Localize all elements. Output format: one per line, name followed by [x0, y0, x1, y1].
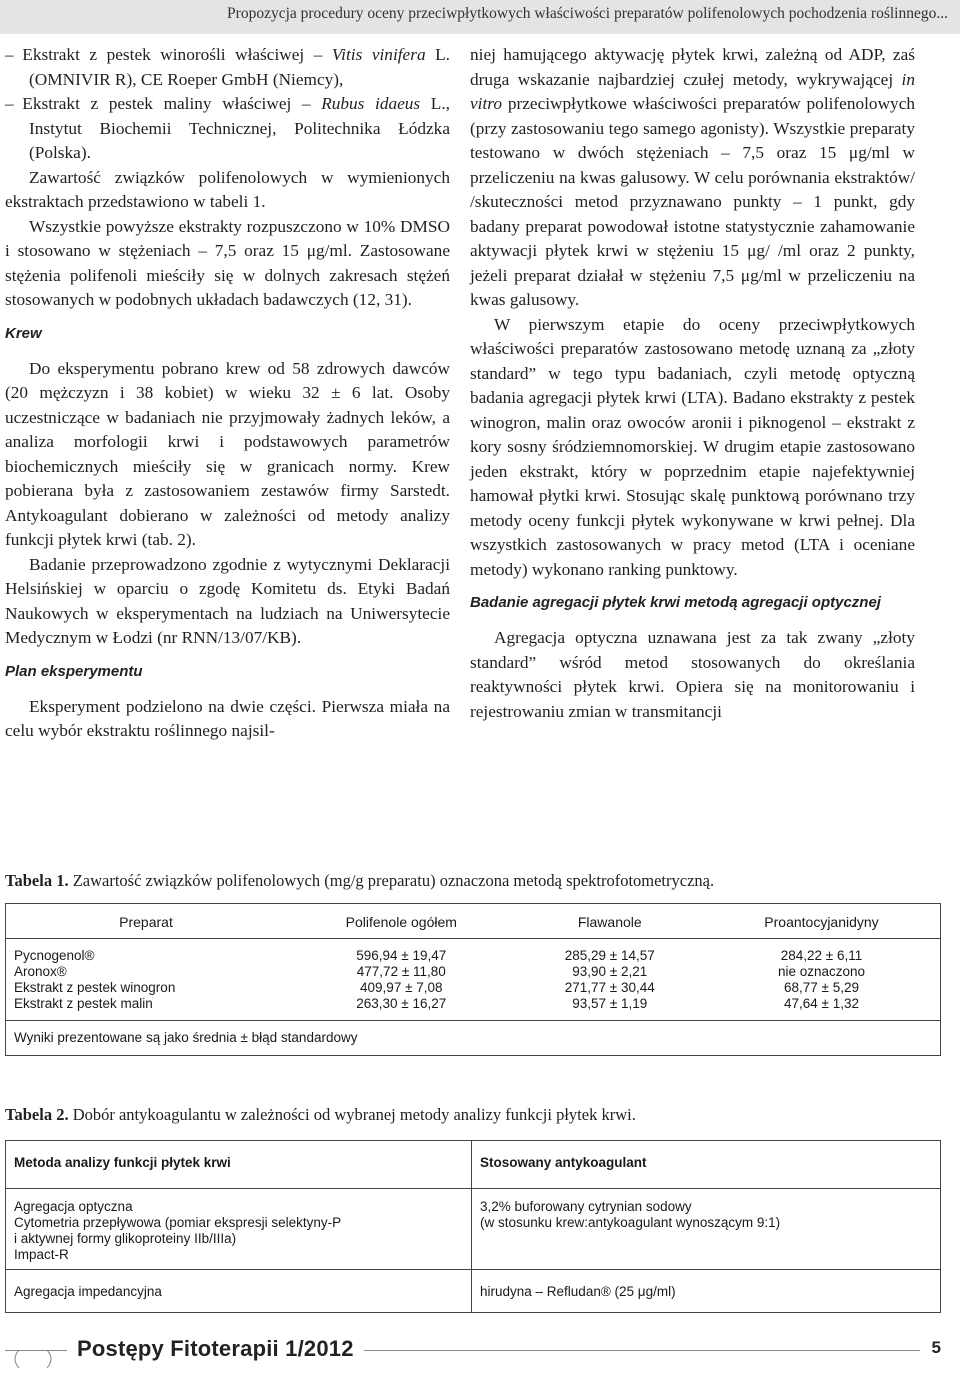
- table-row: [6, 996, 940, 1021]
- section-heading-plan: Plan eksperymentu: [5, 662, 143, 680]
- table-row: [6, 939, 940, 965]
- paragraph: Eksperyment podzielono na dwie części. Pierwsza miała na celu wybór ekstraktu roślinnego najsil-: [5, 696, 450, 740]
- footer-ornament-icon: [45, 1350, 55, 1368]
- section-heading-krew: Krew: [5, 324, 42, 342]
- table-cell: 285,29 ± 14,57: [564, 948, 655, 963]
- table-cell: nie oznaczono: [777, 964, 866, 979]
- paragraph: W pierwszym etapie do oceny przeciwpłytkowych właściwości preparatów zastosowano metodę uznaną za „złoty standard” w tego typu badaniach, czyli metodę optyczną badania agregacji płytek krwi (LTA). Badano ekstrakty z pestek winogron, malin oraz owoców aronii i piknogenol – ekstrakt z kory sosny śródziemnomorskiej. W drugim etapie zastosowano jeden ekstrakt, który w poprzednim etapie najefektywniej hamował płytki krwi. Stosując skalę punktową porównano trzy metody oceny funkcji płytek wykonywane w krwi pełnej. Dla wszystkich zastosowanych w pracy metod (LTA i oceniane metody) wykonano ranking punktowy.: [470, 314, 915, 579]
- table2-caption-label: Tabela 2.: [5, 1105, 69, 1124]
- extract-item-rubus: – Ekstrakt z pestek maliny właściwej – Rubus idaeus L., Instytut Biochemii Technicznej, Politechnika Łódzka (Polska).: [5, 94, 450, 162]
- page-number: 5: [920, 1338, 941, 1358]
- table-cell: 263,30 ± 16,27: [356, 996, 447, 1011]
- method-line: Cytometria przepływowa (pomiar ekspresji selektyny-P: [14, 1215, 342, 1230]
- table1-header-cell: Proantocyjanidyny: [703, 904, 940, 939]
- table-cell: Ekstrakt z pestek malin: [14, 996, 153, 1011]
- method-line: Agregacja optyczna: [14, 1199, 133, 1214]
- extract-item-vitis: – Ekstrakt z pestek winorośli właściwej – Vitis vinifera L. (OMNIVIR R), CE Roeper GmbH (Niemcy),: [5, 45, 450, 89]
- anticoagulant-line: (w stosunku krew:antykoagulant wynoszącym 9:1): [480, 1215, 781, 1230]
- table-cell: Aronox®: [14, 964, 67, 979]
- table-cell: 68,77 ± 5,29: [784, 980, 859, 995]
- table2-header-cell: Stosowany antykoagulant: [472, 1141, 941, 1189]
- table-cell: 47,64 ± 1,32: [784, 996, 859, 1011]
- table-cell: Ekstrakt z pestek winogron: [14, 980, 176, 995]
- paragraph-continued: niej hamującego aktywację płytek krwi, zależną od ADP, zaś druga wskazanie najbardziej czułej metody, wykrywającej in vitro przeciwpłytkowe właściwości preparatów polifenolowych (przy zastosowaniu tego samego agonisty). Wszystkie preparaty testowano w dwóch stężeniach – 7,5 oraz 15 μg/ml w przeliczeniu na kwas galusowy. W celu porównania ekstraktów/ /skuteczności metod przyznawano punkty – 1 punkt, gdy badany preparat powodował istotne statystycznie zahamowanie aktywacji płytek krwi w stężeniu 15 μg/ /ml oraz 2 punkty, jeżeli preparat działał w stężeniu 7,5 μg/ml w przeliczeniu na kwas galusowy.: [470, 45, 915, 309]
- table-row: [6, 980, 940, 996]
- table1: [5, 903, 941, 1056]
- table-row: [6, 1270, 940, 1313]
- table-cell: 284,22 ± 6,11: [780, 948, 863, 963]
- table-cell: 477,72 ± 11,80: [356, 964, 446, 979]
- method-line: i aktywnej formy glikoproteiny IIb/IIIa): [14, 1231, 237, 1246]
- table-cell: [472, 1189, 941, 1270]
- table-cell: [6, 1189, 472, 1270]
- table2-header-cell: Metoda analizy funkcji płytek krwi: [6, 1141, 472, 1189]
- table-cell: 271,77 ± 30,44: [564, 980, 655, 995]
- table-cell: 93,57 ± 1,19: [572, 996, 648, 1011]
- table1-note-row: [6, 1021, 940, 1056]
- table2-caption: [5, 1104, 945, 1126]
- table1-caption-label: Tabela 1.: [5, 871, 69, 890]
- right-column: [470, 43, 915, 724]
- paragraph: Agregacja optyczna uznawana jest za tak zwany „złoty standard” wśród metod stosowanych do określania reaktywności płytek krwi. Opiera się na monitorowaniu i rejestrowaniu zmian w transmitancji: [470, 628, 915, 721]
- table-row: [6, 1189, 940, 1270]
- table-cell: 409,97 ± 7,08: [360, 980, 443, 995]
- table1-header-cell: Flawanole: [517, 904, 703, 939]
- left-column: [5, 43, 450, 744]
- page-footer: [5, 1328, 941, 1372]
- table-cell: Pycnogenol®: [14, 948, 95, 963]
- table-cell: Agregacja impedancyjna: [6, 1270, 472, 1313]
- table1-header-cell: Preparat: [6, 904, 286, 939]
- journal-title: Postępy Fitoterapii 1/2012: [67, 1336, 364, 1362]
- table1-caption: [5, 870, 945, 892]
- table-cell: 93,90 ± 2,21: [572, 964, 648, 979]
- method-line: Impact-R: [14, 1247, 69, 1262]
- latin-name: Rubus idaeus: [321, 94, 421, 113]
- table-cell: 596,94 ± 19,47: [356, 948, 447, 963]
- table2-caption-text: Dobór antykoagulantu w zależności od wybranej metody analizy funkcji płytek krwi.: [68, 1105, 636, 1124]
- paragraph: Badanie przeprowadzono zgodnie z wytycznymi Deklaracji Helsińskiej w oparciu o zgodę Komitetu ds. Etyki Badań Naukowych w eksperymentach na ludziach na Uniwersytecie Medycznym w Łodzi (nr RNN/13/07/KB).: [5, 554, 450, 647]
- footer-ornament-icon: [11, 1350, 21, 1368]
- table1-caption-text: Zawartość związków polifenolowych (mg/g preparatu) oznaczona metodą spektrofotometryczną.: [68, 871, 715, 890]
- table2: [5, 1140, 941, 1313]
- paragraph: Wszystkie powyższe ekstrakty rozpuszczono w 10% DMSO i stosowano w stężeniach – 7,5 oraz 15 μg/ml. Zastosowane stężenia polifenoli mieściły się w dolnych zakresach stężeń stosowanych w podobnych układach badawczych (12, 31).: [5, 216, 450, 309]
- table1-header-cell: Polifenole ogółem: [286, 904, 517, 939]
- running-header: [0, 0, 960, 34]
- paragraph: Do eksperymentu pobrano krew od 58 zdrowych dawców (20 mężczyzn i 38 kobiet) w wieku 32 ± 6 lat. Osoby uczestniczące w badaniach nie przyjmowały żadnych leków, a analiza morfologii krwi i podstawowych parametrów biochemicznych mieściły się w granicach normy. Krew pobierana była z zastosowaniem zestawów firmy Sarstedt. Antykoagulant dobierano w zależności od metody analizy funkcji płytek krwi (tab. 2).: [5, 358, 450, 549]
- table1-header-row: [6, 904, 940, 939]
- table-cell: hirudyna – Refludan® (25 μg/ml): [472, 1270, 941, 1313]
- section-heading-lta: Badanie agregacji płytek krwi metodą agregacji optycznej: [470, 594, 881, 611]
- latin-name: Vitis vinifera: [331, 45, 426, 64]
- table-row: [6, 964, 940, 980]
- table2-header-row: [6, 1141, 940, 1189]
- running-title: Propozycja procedury oceny przeciwpłytkowych właściwości preparatów polifenolowych pochodzenia roślinnego...: [227, 5, 948, 22]
- paragraph: Zawartość związków polifenolowych w wymienionych ekstraktach przedstawiono w tabeli 1.: [5, 167, 450, 211]
- table1-note: Wyniki prezentowane są jako średnia ± błąd standardowy: [6, 1021, 940, 1056]
- anticoagulant-line: 3,2% buforowany cytrynian sodowy: [480, 1199, 692, 1214]
